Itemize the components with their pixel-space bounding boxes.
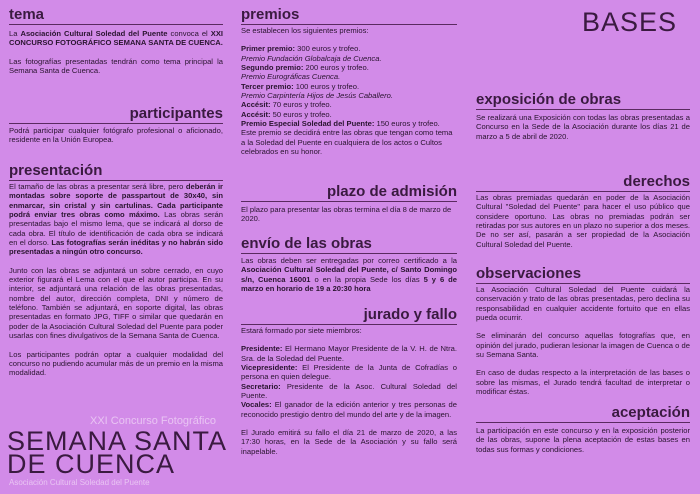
envio-heading: envío de las obras bbox=[241, 235, 372, 252]
observaciones-heading: observaciones bbox=[476, 265, 582, 282]
tema-heading: tema bbox=[9, 6, 45, 23]
tema-text: La Asociación Cultural Soledad del Puente convoca el XXI CONCURSO FOTOGRÁFICO SEMANA SANTA DE CUENCA. Las fotografías presentadas tendrán como tema principal la Semana Santa de Cuenca. bbox=[9, 29, 223, 76]
prize-item: Segundo premio: 200 euros y trofeo. bbox=[241, 63, 369, 73]
exposicion-heading: exposición de obras bbox=[476, 91, 622, 108]
premios-rule bbox=[241, 24, 457, 25]
plazo-text: El plazo para presentar las obras termina el día 8 de marzo de 2020. bbox=[241, 205, 452, 224]
prize-item: Primer premio: 300 euros y trofeo. bbox=[241, 44, 361, 54]
observaciones-rule bbox=[476, 283, 690, 284]
jury-member: Secretario: Presidente de la Asoc. Cultural Soledad del Puente. bbox=[241, 381, 457, 401]
premios-text: Se establecen los siguientes premios: Primer premio: 300 euros y trofeo. Premio Fundación Globalcaja de Cuenca. Segundo premio: 200 euros y trofeo. Premio Eurográficas Cuenca. Tercer premio: 100 euros y trofeo. Premio Carpintería Hijos de Jesús Caballero. Accésit: 70 euros y trofeo. Accésit: 50 euros y trofeo. Premio Especial Soledad del Puente: 150 euros y trofeo. Este premio se decidirá entre las obras que tengan como tema a la Soledad del Puente en cualquiera de los actos o Cultos celebrados en su honor. bbox=[241, 26, 457, 156]
presentacion-heading: presentación bbox=[9, 162, 103, 179]
jurado-rule bbox=[241, 324, 457, 325]
derechos-rule bbox=[476, 191, 690, 192]
aceptacion-text: La participación en este concurso y en la exposición posterior de las obras, supone la plena aceptación de estas bases en todas sus formas y condiciones. bbox=[476, 426, 690, 454]
brand-contest-line: XXI Concurso Fotográfico bbox=[90, 415, 216, 427]
derechos-text: Las obras premiadas quedarán en poder de la Asociación Cultural "Soledad del Puente" para hacer el uso público que considere oportuno. Las obras no premiadas podrán ser retiradas por sus autores en un plazo no superior a dos meses. De no ser así, pasarán a ser propiedad de la Asociación Cultural Soledad del Puente. bbox=[476, 193, 690, 249]
envio-rule bbox=[241, 253, 457, 254]
envio-text: Las obras deben ser entregadas por correo certificado a la Asociación Cultural Soledad del Puente, c/ Santo Domingo s/n, Cuenca 16001 o en la propia Sede los días 5 y 6 de marzo en horario de 19 a 20:30 hora bbox=[241, 256, 457, 294]
observaciones-text: La Asociación Cultural Soledad del Puente cuidará la conservación y trato de las obras presentadas, pero declina su responsabilidad en cualquier accidente fortuito que en ellas pueda ocurrir. Se eliminarán del concurso aquellas fotografías que, en opinión del jurado, pudieran lesionar la imagen de Cuenca o de su Semana Santa. En caso de dudas respecto a la interpretación de las bases o sobre las mismas, el Jurado tendrá facultad de interpretar o modificar éstas. bbox=[476, 285, 690, 397]
prize-item: Accésit: 70 euros y trofeo. bbox=[241, 100, 332, 110]
plazo-rule bbox=[241, 201, 457, 202]
jury-member: Vocales: El ganador de la edición anterior y tres personas de reconocido prestigio dentro del mundo del arte y de la imagen. bbox=[241, 400, 457, 419]
participantes-text: Podrá participar cualquier fotógrafo profesional o aficionado, residente en la Unión Europea. bbox=[9, 126, 223, 145]
aceptacion-heading: aceptación bbox=[611, 404, 690, 421]
prize-item: Accésit: 50 euros y trofeo. bbox=[241, 109, 332, 119]
presentacion-rule bbox=[9, 180, 223, 181]
brand-title-line1: SEMANA SANTA bbox=[7, 426, 228, 456]
jurado-heading: jurado y fallo bbox=[363, 306, 457, 323]
plazo-heading: plazo de admisión bbox=[326, 183, 457, 200]
exposicion-rule bbox=[476, 109, 690, 110]
participantes-rule bbox=[9, 123, 223, 124]
presentacion-text: El tamaño de las obras a presentar será libre, pero deberán ir montadas sobre soporte de passpartout de 30x40, sin enmarcar, sin cristal y sin cartulinas. Cada participante podrá enviar tres obras como máximo. Las obras serán presentadas bajo el mismo lema, que se indicará al dorso de cada obra. El título de identificación de cada obra se indicará en el dorso. Las fotografías serán inéditas y no habrán sido presentadas a ningún otro concurso. Junto con las obras se adjuntará un sobre cerrado, en cuyo exterior figurará el Lema con el que el autor participa. En su interior, se adjuntará una relación de las obras presentadas, nombre del autor, dirección completa, DNI y número de teléfono. También se adjuntará, en soporte digital, las obras presentadas en formato JPG, TIFF o similar que quedarán en poder de la Asociación Cultural Soledad del Puente para poder usarlas con fines divulgativos de la Semana Santa de Cuenca. Los participantes podrán optar a cualquier modalidad del concurso no pudiendo acumular más de un premio en la misma modalidad. bbox=[9, 182, 223, 378]
jurado-text: Estará formado por siete miembros: Presidente: El Hermano Mayor Presidente de la V. H. de Ntra. Sra. de la Soledad del Puente. Vicepresidente: El Presidente de la Junta de Cofradías o persona en quien delegue. Secretario: Presidente de la Asoc. Cultural Soledad del Puente. Vocales: El ganador de la edición anterior y tres personas de reconocido prestigio dentro del mundo del arte y de la imagen. El Jurado emitirá su fallo el día 21 de marzo de 2020, a las 17:30 horas, en la Sede de la Asociación y su fallo será inapelable. bbox=[241, 326, 457, 456]
jury-member: Vicepresidente: El Presidente de la Junta de Cofradías o persona en quien delegue. bbox=[241, 363, 457, 382]
tema-rule bbox=[9, 24, 223, 25]
brand-title-line2: DE CUENCA bbox=[7, 449, 176, 479]
bases-title: BASES bbox=[581, 7, 677, 37]
column-right bbox=[466, 0, 700, 494]
exposicion-text: Se realizará una Exposición con todas las obras presentadas a Concurso en la Sede de la Asociación durante los días 21 de marzo a 5 de abril de 2020. bbox=[476, 113, 690, 141]
participantes-heading: participantes bbox=[129, 105, 223, 122]
derechos-heading: derechos bbox=[623, 173, 690, 190]
aceptacion-rule bbox=[476, 422, 690, 423]
column-left bbox=[0, 0, 232, 494]
prize-item: Tercer premio: 100 euros y trofeo. bbox=[241, 81, 360, 91]
column-middle bbox=[232, 0, 466, 494]
premios-heading: premios bbox=[241, 6, 300, 23]
prize-item: Premio Especial Soledad del Puente: 150 euros y trofeo. bbox=[241, 119, 440, 129]
jury-member: Presidente: El Hermano Mayor Presidente de la V. H. de Ntra. Sra. de la Soledad del Puente. bbox=[241, 344, 457, 363]
brand-organization: Asociación Cultural Soledad del Puente bbox=[9, 478, 150, 487]
